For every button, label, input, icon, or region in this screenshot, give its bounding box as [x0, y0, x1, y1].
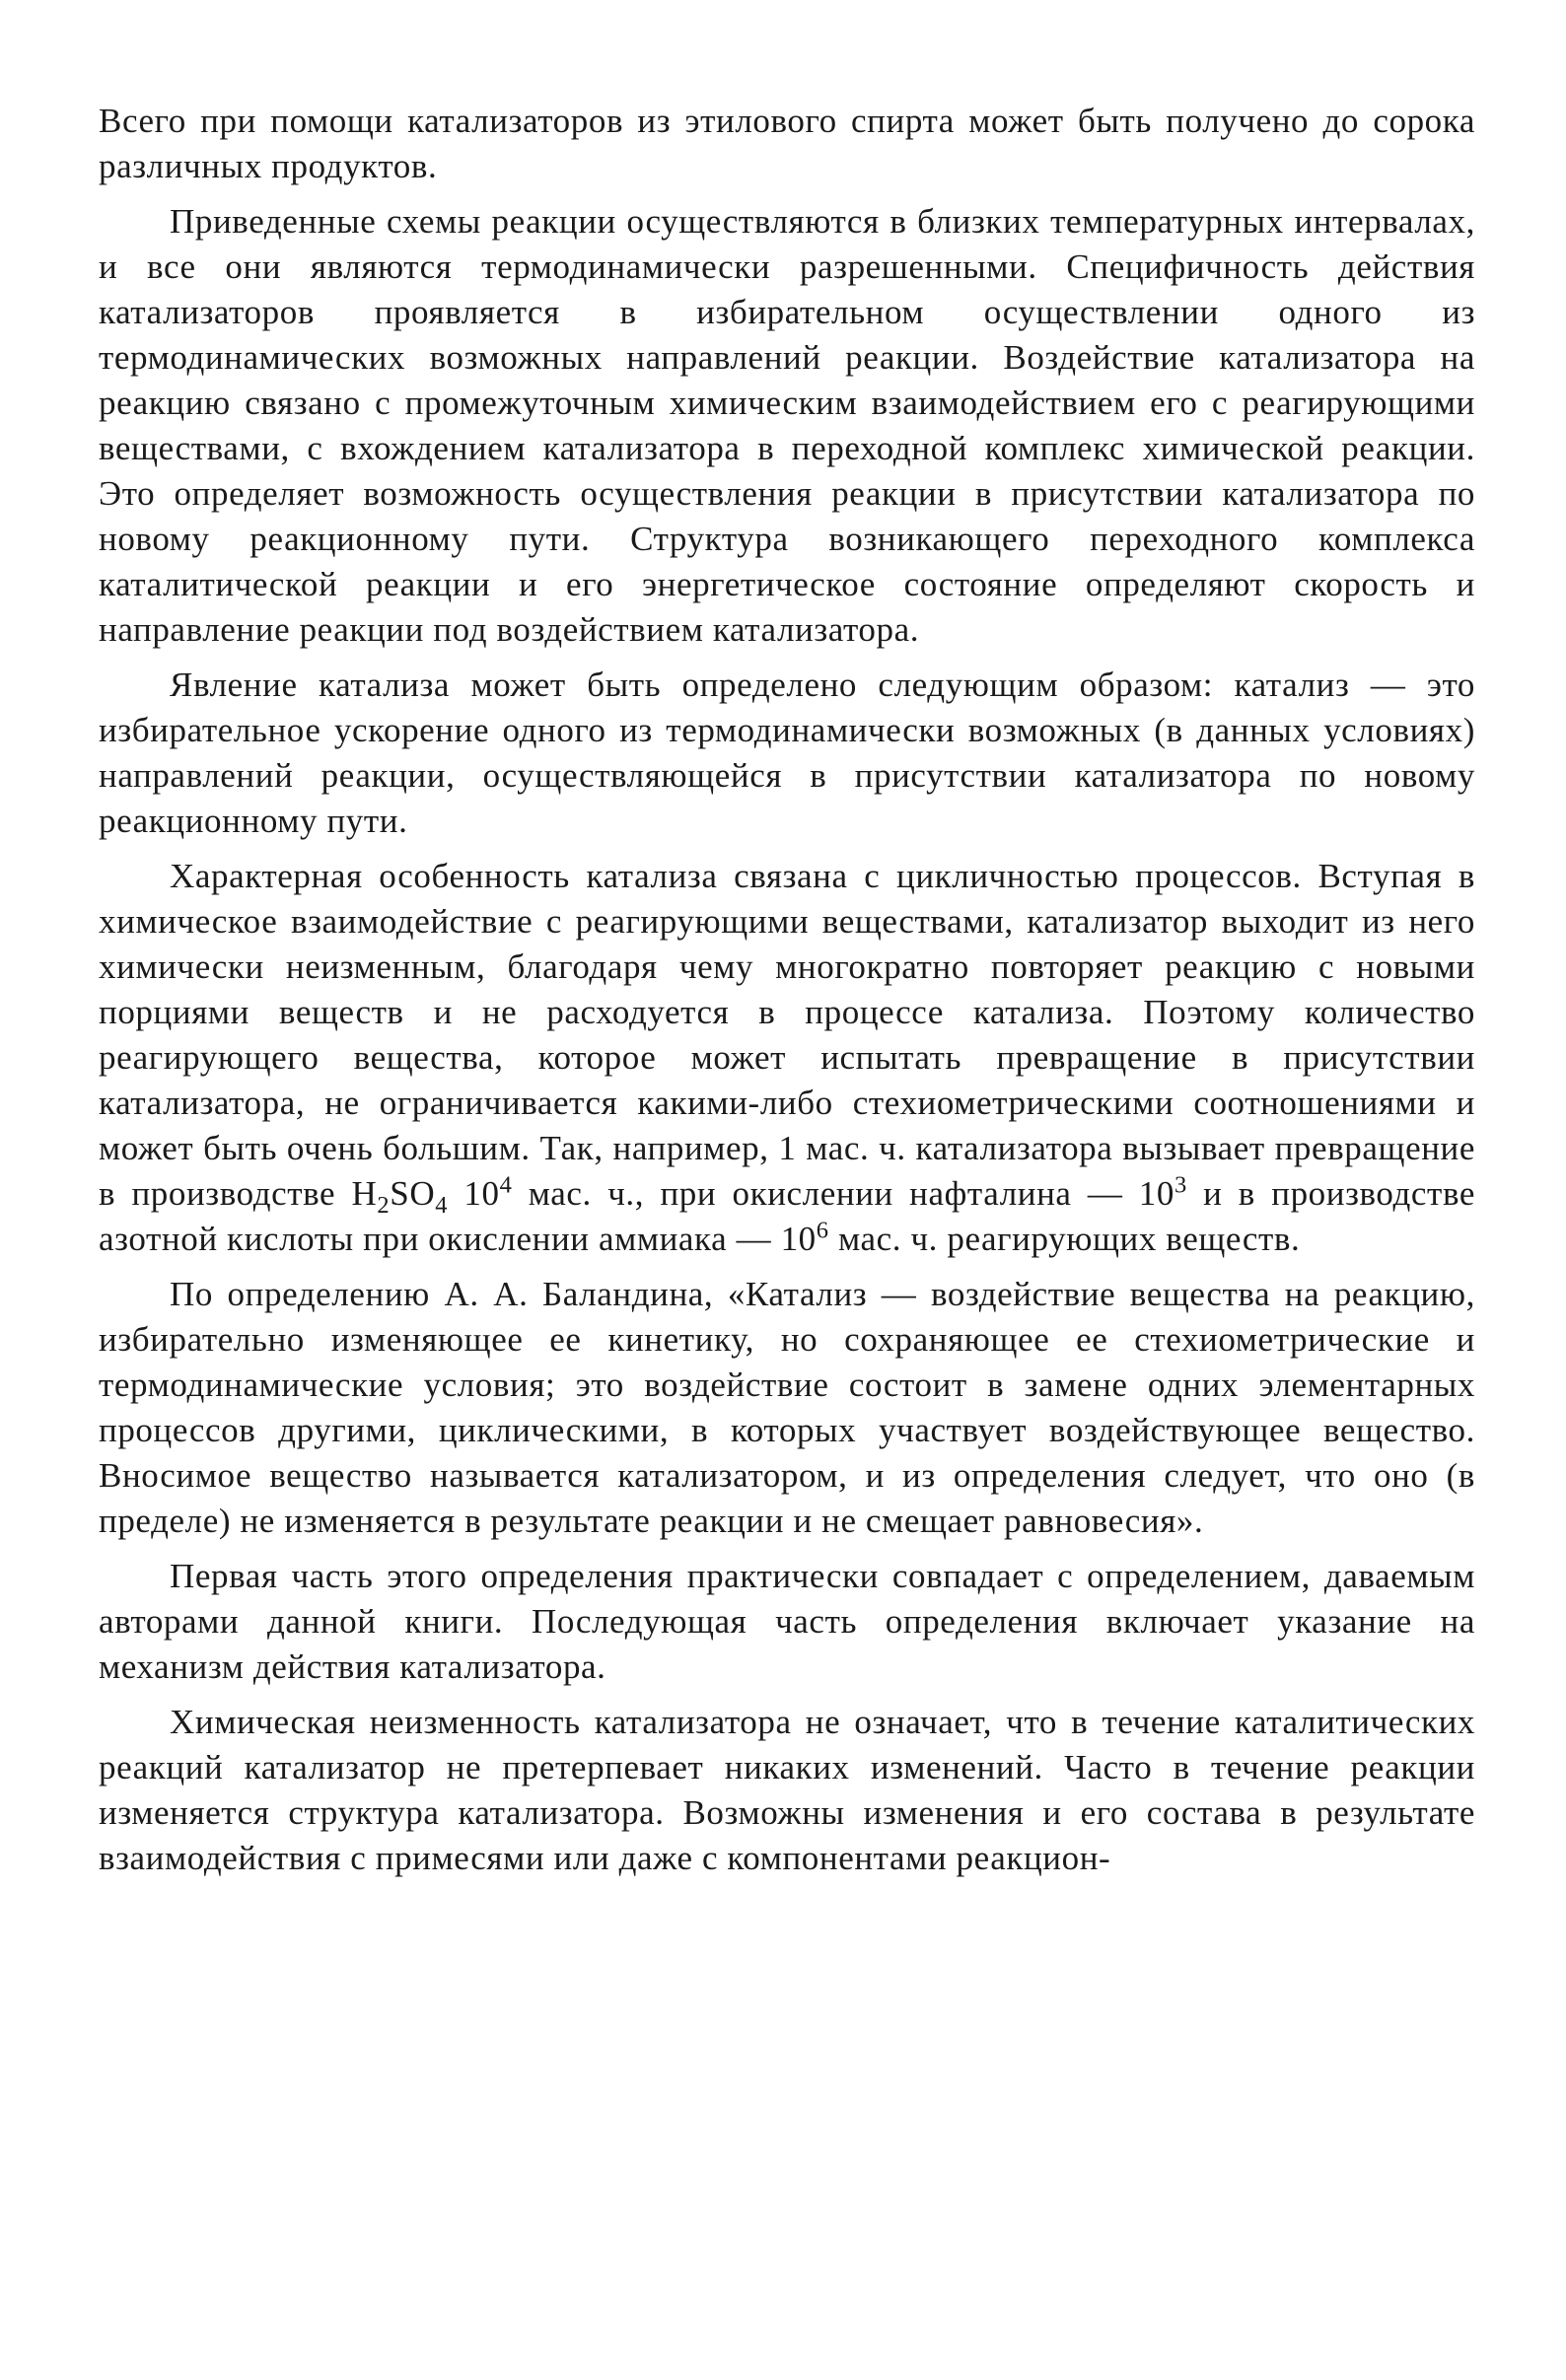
formula-subscript: 2 — [377, 1192, 391, 1219]
formula-part: H — [351, 1174, 378, 1213]
paragraph-catalysis-cyclicity — [99, 854, 1475, 1262]
power-of-ten — [463, 1171, 513, 1213]
formula-part: SO — [390, 1174, 436, 1213]
power-base: 10 — [1138, 1174, 1174, 1213]
paragraph-catalyst-changes: Химическая неизменность катализатора не означает, что в течение каталитических реакций катализатор не претерпевает никаких изменений. Часто в течение реакции изменяется структура катализатора. Возможны изменения и его состава в результате взаимодействия с примесями или даже с компонентами реакцион- — [99, 1703, 1475, 1877]
book-page — [99, 99, 1475, 1891]
text-segment: мас. ч., при окислении нафталина — — [512, 1174, 1139, 1213]
text-segment: и в производстве азотной кислоты при окислении аммиака — — [99, 1174, 1475, 1258]
power-base: 10 — [463, 1174, 500, 1213]
text-segment: мас. ч. реагирующих веществ. — [828, 1220, 1301, 1258]
power-of-ten — [1138, 1171, 1187, 1213]
chemical-formula — [351, 1174, 449, 1219]
text-segment: Характерная особенность катализа связана с цикличностью процессов. Вступая в химическое взаимодействие с реагирующими веществами, катализатор выходит из него химически неизменным, благодаря чему многократно повторяет реакцию с новыми порциями веществ и не расходуется в процессе катализа. Поэтому количество реагирующего вещества, которое может испытать превращение в присутствии катализатора, не ограничивается какими-либо стехиометрическими соотношениями и может быть очень большим. Так, например, 1 мас. ч. катализатора вызывает превращение в производстве — [99, 857, 1475, 1213]
paragraph-balandin-definition: По определению А. А. Баландина, «Катализ — воздействие вещества на реакцию, избирательно изменяющее ее кинетику, но сохраняющее ее стехиометрические и термодинамические условия; это воздействие состоит в замене одних элементарных процессов другими, циклическими, в которых участвует воздействующее вещество. Вносимое вещество называется катализатором, и из определения следует, что оно (в пределе) не изменяется в результате реакции и не смещает равновесия». — [99, 1275, 1475, 1540]
power-exponent: 6 — [816, 1217, 829, 1244]
power-exponent: 3 — [1174, 1171, 1187, 1199]
formula-subscript: 4 — [435, 1192, 449, 1219]
paragraph-reaction-schemes: Приведенные схемы реакции осуществляются в близких температурных интервалах, и все они являются термодинамически разрешенными. Специфичность действия катализаторов проявляется в избирательном осуществлении одного из термодинамических возможных направлений реакции. Воздействие катализатора на реакцию связано с промежуточным химическим взаимодействием его с реагирующими веществами, с вхождением катализатора в переходной комплекс химической реакции. Это определяет возможность осуществления реакции в присутствии катализатора по новому реакционному пути. Структура возникающего переходного комплекса каталитической реакции и его энергетическое состояние определяют скорость и направление реакции под воздействием катализатора. — [99, 202, 1475, 649]
power-of-ten — [780, 1217, 829, 1258]
power-base: 10 — [780, 1220, 817, 1258]
paragraph-definition-comparison: Первая часть этого определения практически совпадает с определением, даваемым авторами данной книги. Последующая часть определения включает указание на механизм действия катализатора. — [99, 1557, 1475, 1686]
power-exponent: 4 — [499, 1171, 513, 1199]
paragraph-catalysis-definition: Явление катализа может быть определено следующим образом: катализ — это избирательное ускорение одного из термодинамически возможных (в данных условиях) направлений реакции, осуществляющейся в присутствии катализатора по новому реакционному пути. — [99, 665, 1475, 840]
paragraph-ethanol-products: Всего при помощи катализаторов из этилового спирта может быть получено до сорока различных продуктов. — [99, 102, 1475, 185]
